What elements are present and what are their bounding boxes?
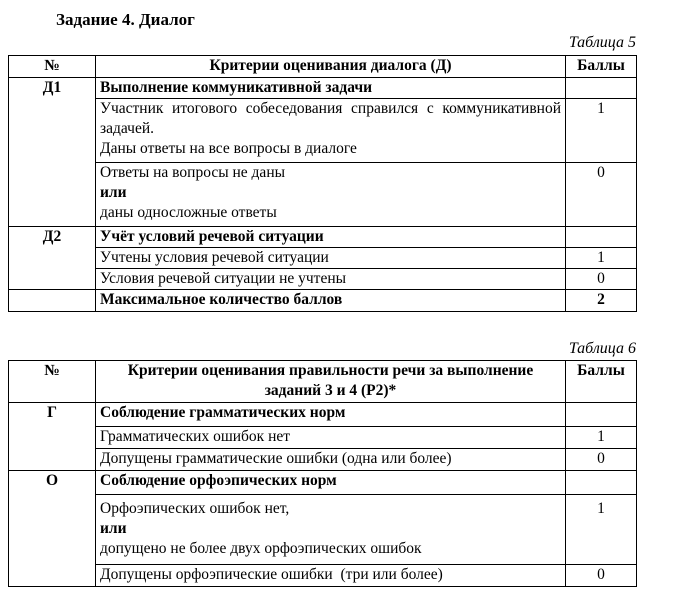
d1-item1-points: 1 <box>566 99 637 163</box>
table5-max-row <box>9 290 637 312</box>
o-item1-line1: Орфоэпических ошибок нет, <box>100 500 290 517</box>
d1-title: Выполнение коммуникативной задачи <box>96 78 566 99</box>
d2-title: Учёт условий речевой ситуации <box>96 227 566 248</box>
o-title: Соблюдение орфоэпических норм <box>96 471 566 495</box>
o-item1 <box>96 495 566 565</box>
d1-item2-points: 0 <box>566 163 637 227</box>
o-item1-or: или <box>100 520 127 537</box>
o-item1-points: 1 <box>566 495 637 565</box>
assignment-heading: Задание 4. Диалог <box>56 10 195 29</box>
d1-item2-or: или <box>100 184 127 201</box>
d2-item2: Условия речевой ситуации не учтены <box>96 269 566 290</box>
table6-header-num: № <box>9 361 96 403</box>
d1-title-row <box>9 78 637 99</box>
table5-max-label: Максимальное количество баллов <box>96 290 566 312</box>
table6-header-points: Баллы <box>566 361 637 403</box>
d1-item2-line1: Ответы на вопросы не даны <box>100 164 286 181</box>
o-code: О <box>9 471 96 495</box>
d2-item1-points: 1 <box>566 248 637 269</box>
table5-max-points: 2 <box>566 290 637 312</box>
g-item2-row <box>9 449 637 471</box>
d2-item1-row <box>9 248 637 269</box>
table6-header-criteria: Критерии оценивания правильности речи за выполнение заданий 3 и 4 (Р2)* <box>96 361 566 403</box>
g-item2-points: 0 <box>566 449 637 471</box>
d1-item2 <box>96 163 566 227</box>
d2-item2-row <box>9 269 637 290</box>
g-title: Соблюдение грамматических норм <box>96 403 566 427</box>
o-title-points-empty <box>566 471 637 495</box>
d1-item2-row <box>9 163 637 227</box>
table5-caption: Таблица 5 <box>568 34 636 51</box>
d2-code: Д2 <box>9 227 96 248</box>
o-item1-row <box>9 495 637 565</box>
table5-header-row <box>9 56 637 78</box>
table6-caption: Таблица 6 <box>568 340 636 357</box>
o-title-row <box>9 471 637 495</box>
d1-item1-line2: Даны ответы на все вопросы в диалоге <box>100 140 357 157</box>
d2-title-points-empty <box>566 227 637 248</box>
table5-header-points: Баллы <box>566 56 637 78</box>
d1-item1 <box>96 99 566 163</box>
g-code: Г <box>9 403 96 427</box>
d1-item1-line1: Участник итогового собеседования справился с коммуникативной задачей. <box>100 100 561 137</box>
table5-header-criteria: Критерии оценивания диалога (Д) <box>96 56 566 78</box>
o-item2-points: 0 <box>566 565 637 587</box>
d2-item1: Учтены условия речевой ситуации <box>96 248 566 269</box>
table6 <box>8 360 637 587</box>
o-item2: Допущены орфоэпические ошибки (три или более) <box>96 565 566 587</box>
g-item2: Допущены грамматические ошибки (одна или более) <box>96 449 566 471</box>
g-title-row <box>9 403 637 427</box>
d2-item2-points: 0 <box>566 269 637 290</box>
g-item1: Грамматических ошибок нет <box>96 427 566 449</box>
g-title-points-empty <box>566 403 637 427</box>
d1-item1-row <box>9 99 637 163</box>
d1-item2-line2: даны односложные ответы <box>100 204 277 221</box>
g-item1-row <box>9 427 637 449</box>
o-item1-line2: допущено не более двух орфоэпических ошибок <box>100 540 422 557</box>
table5-header-num: № <box>9 56 96 78</box>
table5 <box>8 55 637 312</box>
d1-title-points-empty <box>566 78 637 99</box>
d1-code: Д1 <box>9 78 96 99</box>
g-item1-points: 1 <box>566 427 637 449</box>
o-item2-row <box>9 565 637 587</box>
d2-title-row <box>9 227 637 248</box>
table6-header-row <box>9 361 637 403</box>
